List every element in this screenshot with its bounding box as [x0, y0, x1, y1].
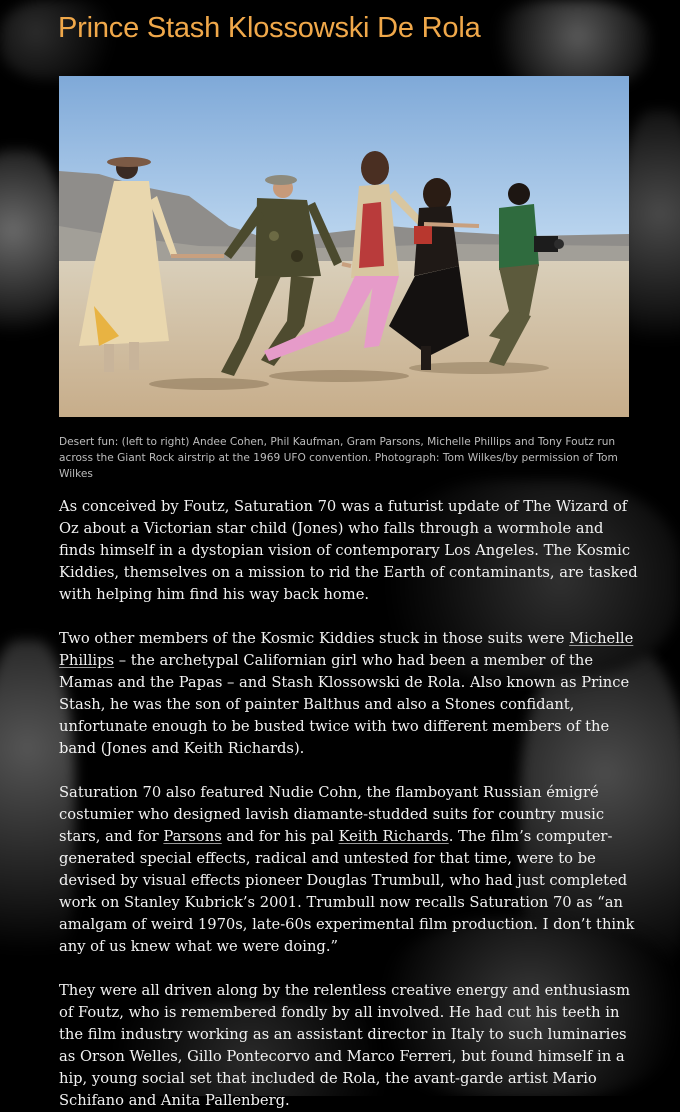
paragraph-2-text-cont: – the archetypal Californian girl who had been a member of the Mamas and the Papas – and Stash Klossowski de Rola. Also known as Prince Stash, he was the son of painter Balthus and also a Stones confidant, unfortunate enough to be busted twice with two different members of the band (Jones and Keith Richards). [59, 652, 630, 757]
link-parsons[interactable]: Parsons [163, 828, 222, 845]
photo-caption: Desert fun: (left to right) Andee Cohen, Phil Kaufman, Gram Parsons, Michelle Phillips and Tony Foutz run across the Giant Rock airstrip at the 1969 UFO convention. Photograph: Tom Wilkes/by permission of Tom Wilkes [59, 436, 618, 480]
paragraph-4: They were all driven along by the relentless creative energy and enthusiasm of Foutz, who is remembered fondly by all involved. He had cut his teeth in the film industry working as an assistant director in Italy to such luminaries as Orson Welles, Gillo Pontecorvo and Marco Ferreri, but found himself in a hip, young social set that included de Rola, the avant-garde artist Mario Schifano and Anita Pallenberg. [59, 982, 631, 1109]
paragraph-3 [59, 782, 639, 958]
paragraph-3-text-end: . The film’s computer-generated special effects, radical and untested for that time, were to be devised by visual effects pioneer Douglas Trumbull, who had just completed work on Stanley Kubrick’s 2001. Trumbull now recalls Saturation 70 as “an amalgam of weird 1970s, late-60s experimental film production. I don’t think any of us knew what we were doing.” [59, 828, 635, 955]
background-face-left-top [0, 150, 65, 350]
article-body [59, 496, 639, 1112]
paragraph-2-text: Two other members of the Kosmic Kiddies stuck in those suits were [59, 630, 570, 647]
paragraph-2 [59, 628, 639, 760]
link-keith-richards[interactable]: Keith Richards [338, 828, 449, 845]
paragraph-1: As conceived by Foutz, Saturation 70 was a futurist update of The Wizard of Oz about a Victorian star child (Jones) who falls through a wormhole and finds himself in a dystopian vision of contemporary Los Angeles. The Kosmic Kiddies, themselves on a mission to rid the Earth of contaminants, are tasked with helping him find his way back home. [59, 498, 638, 603]
paragraph-3-text: Saturation 70 also featured Nudie Cohn, the flamboyant Russian émigré costumier who designed lavish diamante-studded suits for country music stars, and for [59, 784, 605, 845]
page-title: Prince Stash Klossowski De Rola [58, 12, 481, 44]
link-michelle-phillips[interactable]: Michelle Phillips [59, 630, 634, 669]
background-face-right [620, 110, 680, 370]
article-photo [59, 76, 629, 417]
paragraph-3-text-cont: and for his pal [221, 828, 339, 845]
